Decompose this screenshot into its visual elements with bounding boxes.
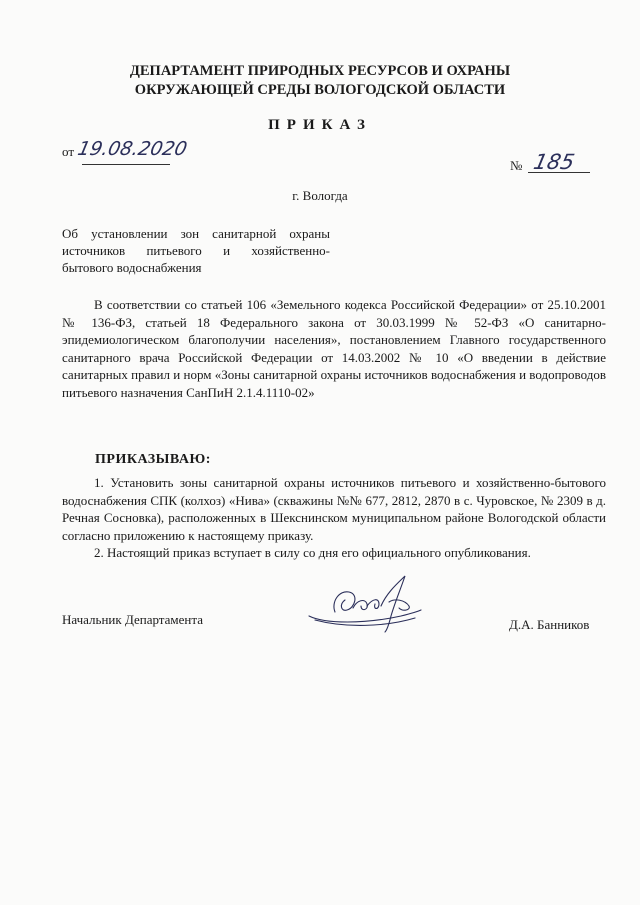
date-prefix: от <box>62 144 75 159</box>
signatory-position: Начальник Департамента <box>62 612 203 627</box>
order-items <box>62 474 606 562</box>
subject-line: Об установлении зон санитарной охраны <box>62 226 330 241</box>
order-item-1: 1. Установить зоны санитарной охраны источников питьевого и хозяйственно-бытового водоснабжения СПК (колхоз) «Нива» (скважины №№ 677, 2812, 2870 в с. Чуровское, № 2309 в д. Речная Сосновка), расположенных в Шекснинском муниципальном районе Вологодской области согласно приложению к настоящему приказу. <box>62 475 606 543</box>
department-line-1: ДЕПАРТАМЕНТ ПРИРОДНЫХ РЕСУРСОВ И ОХРАНЫ <box>129 63 511 79</box>
number-prefix: № <box>510 158 523 173</box>
department-line-2: ОКРУЖАЮЩЕЙ СРЕДЫ ВОЛОГОДСКОЙ ОБЛАСТИ <box>134 82 506 98</box>
signatory-name: Д.А. Банников <box>509 617 590 632</box>
date-underline <box>82 164 170 165</box>
subject-line: бытового водоснабжения <box>62 260 202 275</box>
number-field <box>510 150 578 174</box>
signature-icon <box>305 572 425 634</box>
preamble <box>62 296 606 402</box>
handwritten-number: 185 <box>531 150 578 174</box>
preamble-paragraph: В соответствии со статьей 106 «Земельного кодекса Российской Федерации» от 25.10.2001 № 136-ФЗ, статьей 18 Федерального закона от 30.03.1999 № 52-ФЗ «О санитарно-эпидемиологическом благополучии населения», постановлением Главного государственного санитарного врача Российской Федерации от 14.03.2002 № 10 «О введении в действие санитарных правил и норм «Зоны санитарной охраны источников водоснабжения и водопроводов питьевого назначения СанПиН 2.1.4.1110-02» <box>62 297 606 400</box>
department-header <box>0 62 640 100</box>
date-field <box>62 138 190 160</box>
order-item-2: 2. Настоящий приказ вступает в силу со дня его официального опубликования. <box>94 545 531 561</box>
ordering-word: ПРИКАЗЫВАЮ: <box>95 452 211 467</box>
number-underline <box>528 172 590 173</box>
document-type-title: ПРИКАЗ <box>268 117 372 133</box>
order-subject <box>62 225 330 276</box>
subject-line: источников питьевого и хозяйственно- <box>62 243 330 258</box>
handwritten-date: 19.08.2020 <box>75 138 190 160</box>
city: г. Вологда <box>292 188 348 203</box>
